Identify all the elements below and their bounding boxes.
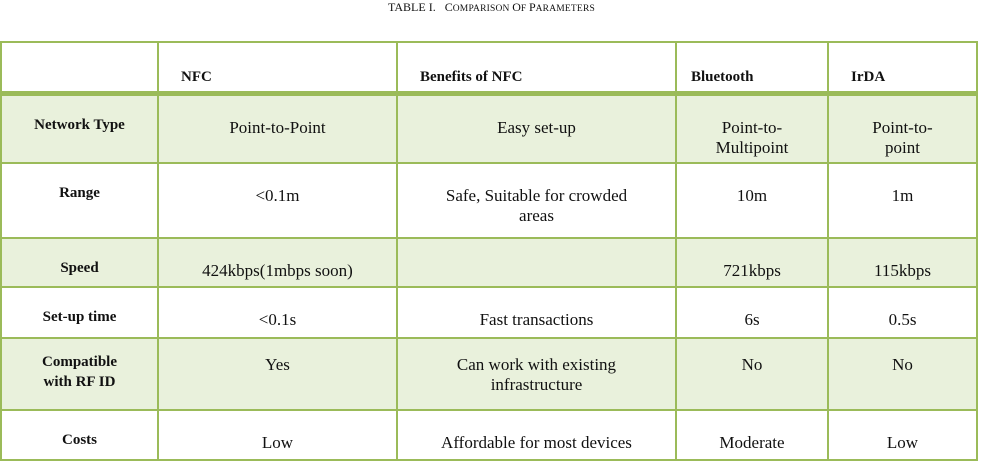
cell-benefits xyxy=(397,238,676,287)
cell-benefits-text: Fast transactions xyxy=(479,310,594,329)
table-header-row xyxy=(1,42,977,94)
row-label-cell xyxy=(1,238,158,287)
cell-irda xyxy=(828,238,977,287)
table-row xyxy=(1,238,977,287)
cell-bluetooth xyxy=(676,94,828,164)
comparison-table xyxy=(0,41,978,461)
cell-benefits-text: Safe, Suitable for crowded areas xyxy=(445,186,628,225)
row-label: Speed xyxy=(60,260,99,276)
cell-benefits xyxy=(397,94,676,164)
header-cell-blank xyxy=(1,42,158,94)
row-label-cell xyxy=(1,287,158,338)
cell-nfc xyxy=(158,94,397,164)
cell-bluetooth-text: 721kbps xyxy=(723,261,781,280)
header-cell-bluetooth: Bluetooth xyxy=(676,42,828,94)
cell-benefits-text: Can work with existing infrastructure xyxy=(456,355,617,394)
cell-bluetooth xyxy=(676,410,828,460)
caption-label: TABLE I. xyxy=(388,0,436,14)
cell-bluetooth xyxy=(676,338,828,410)
cell-bluetooth-text: No xyxy=(741,355,763,374)
cell-nfc xyxy=(158,338,397,410)
table-row xyxy=(1,94,977,164)
cell-benefits xyxy=(397,338,676,410)
cell-benefits xyxy=(397,287,676,338)
cell-irda-text: No xyxy=(892,355,913,374)
cell-irda-text: 0.5s xyxy=(888,310,917,329)
cell-nfc-text: Yes xyxy=(265,355,290,374)
cell-irda-text: Low xyxy=(886,433,919,452)
cell-benefits xyxy=(397,410,676,460)
row-label: Compatible with RF ID xyxy=(42,354,117,390)
row-label: Set-up time xyxy=(42,309,117,325)
cell-nfc xyxy=(158,238,397,287)
cell-nfc-text: <0.1s xyxy=(258,310,297,329)
row-label: Range xyxy=(59,185,100,201)
cell-irda-text: Point-to- point xyxy=(872,118,933,157)
cell-bluetooth-text: Moderate xyxy=(719,433,785,452)
cell-irda-text: 1m xyxy=(891,186,914,205)
row-label-cell xyxy=(1,338,158,410)
cell-nfc xyxy=(158,163,397,238)
cell-nfc-text: Point-to-Point xyxy=(229,118,326,137)
cell-nfc-text: Low xyxy=(261,433,294,452)
cell-bluetooth xyxy=(676,238,828,287)
row-label-cell xyxy=(1,94,158,164)
cell-bluetooth-text: 10m xyxy=(736,186,768,205)
header-cell-benefits: Benefits of NFC xyxy=(397,42,676,94)
header-cell-nfc: NFC xyxy=(158,42,397,94)
cell-irda xyxy=(828,338,977,410)
row-label: Network Type xyxy=(34,117,125,133)
table-row xyxy=(1,410,977,460)
row-label-cell xyxy=(1,410,158,460)
cell-irda-text: 115kbps xyxy=(874,261,931,280)
cell-nfc-text: <0.1m xyxy=(255,186,300,205)
table-caption: TABLE I. COMPARISON OF PARAMETERS xyxy=(388,0,595,14)
cell-irda xyxy=(828,94,977,164)
table-row xyxy=(1,163,977,238)
cell-irda xyxy=(828,287,977,338)
cell-bluetooth-text: Point-to- Multipoint xyxy=(715,118,789,157)
cell-bluetooth xyxy=(676,163,828,238)
row-label: Costs xyxy=(61,432,97,448)
cell-nfc-text: 424kbps(1mbps soon) xyxy=(202,261,353,280)
header-cell-irda: IrDA xyxy=(828,42,977,94)
cell-irda xyxy=(828,410,977,460)
cell-bluetooth-text: 6s xyxy=(744,310,760,329)
cell-benefits xyxy=(397,163,676,238)
table-row xyxy=(1,338,977,410)
cell-bluetooth xyxy=(676,287,828,338)
row-label-cell xyxy=(1,163,158,238)
table-row xyxy=(1,287,977,338)
cell-nfc xyxy=(158,410,397,460)
cell-benefits-text: Affordable for most devices xyxy=(441,433,632,452)
cell-benefits-text xyxy=(398,239,675,261)
cell-benefits-text: Easy set-up xyxy=(497,118,576,137)
cell-nfc xyxy=(158,287,397,338)
cell-irda xyxy=(828,163,977,238)
